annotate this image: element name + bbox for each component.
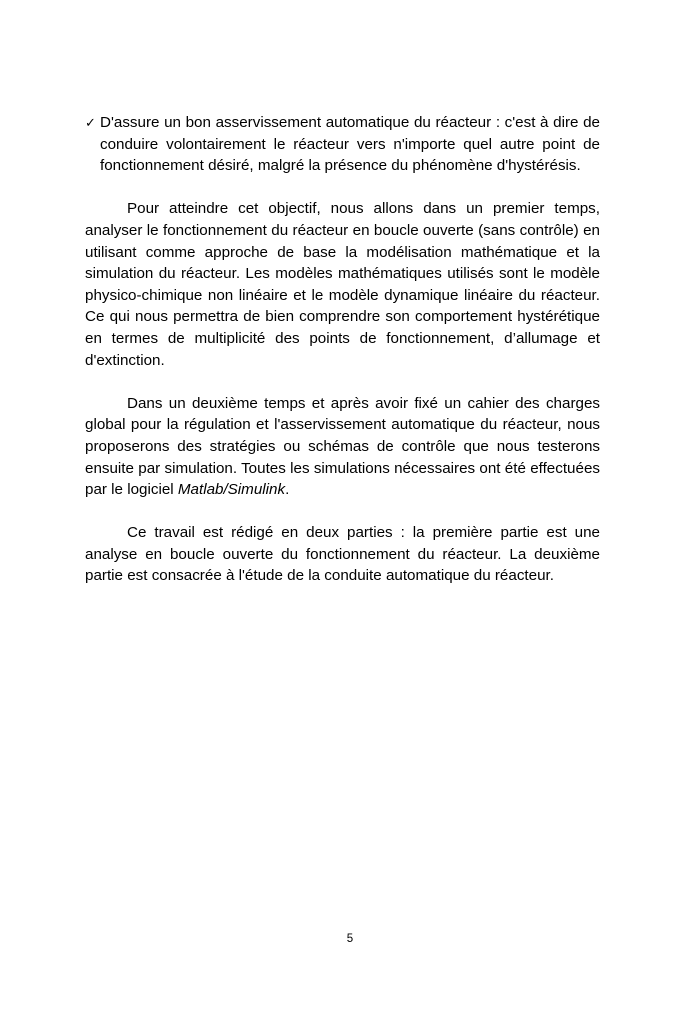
paragraph-ce-travail (85, 522, 600, 587)
paragraph-deuxieme-temps (85, 393, 600, 501)
paragraph-objectif (85, 198, 600, 371)
paragraph-ce-travail-text: Ce travail est rédigé en deux parties : la première partie est une analyse en boucle ouverte du fonctionnement du réacteur. La deuxième partie est consacrée à l'étude de la conduite automatique du réacteur. (85, 524, 600, 585)
paragraph-deuxieme-temps-text-end: . (285, 481, 290, 499)
paragraph-deuxieme-temps-text: Dans un deuxième temps et après avoir fixé un cahier des charges global pour la régulation et l'asservissement automatique du réacteur, nous proposerons des stratégies ou schémas de contrôle que nous testerons ensuite par simulation. Toutes les simulations nécessaires ont été effectuées par le logiciel (85, 394, 600, 499)
page-number: 5 (346, 933, 354, 945)
bullet-list-item (85, 112, 600, 177)
checkmark-icon: ✓ (85, 115, 96, 130)
bullet-item-text: D'assure un bon asservissement automatique du réacteur : c'est à dire de conduire volontairement le réacteur vers n'importe quel autre point de fonctionnement désiré, malgré la présence du phénomène d'hystérésis. (100, 114, 600, 175)
document-body (85, 112, 600, 587)
paragraph-objectif-text: Pour atteindre cet objectif, nous allons dans un premier temps, analyser le fonctionnement du réacteur en boucle ouverte (sans contrôle) en utilisant comme approche de base la modélisation mathématique et la simulation du réacteur. Les modèles mathématiques utilisés sont le modèle physico-chimique non linéaire et le modèle dynamique linéaire du réacteur. Ce qui nous permettra de bien comprendre son comportement hystérétique en termes de multiplicité des points de fonctionnement, d’allumage et d'extinction. (85, 200, 600, 369)
software-name-matlab-simulink: Matlab/Simulink (177, 481, 286, 499)
